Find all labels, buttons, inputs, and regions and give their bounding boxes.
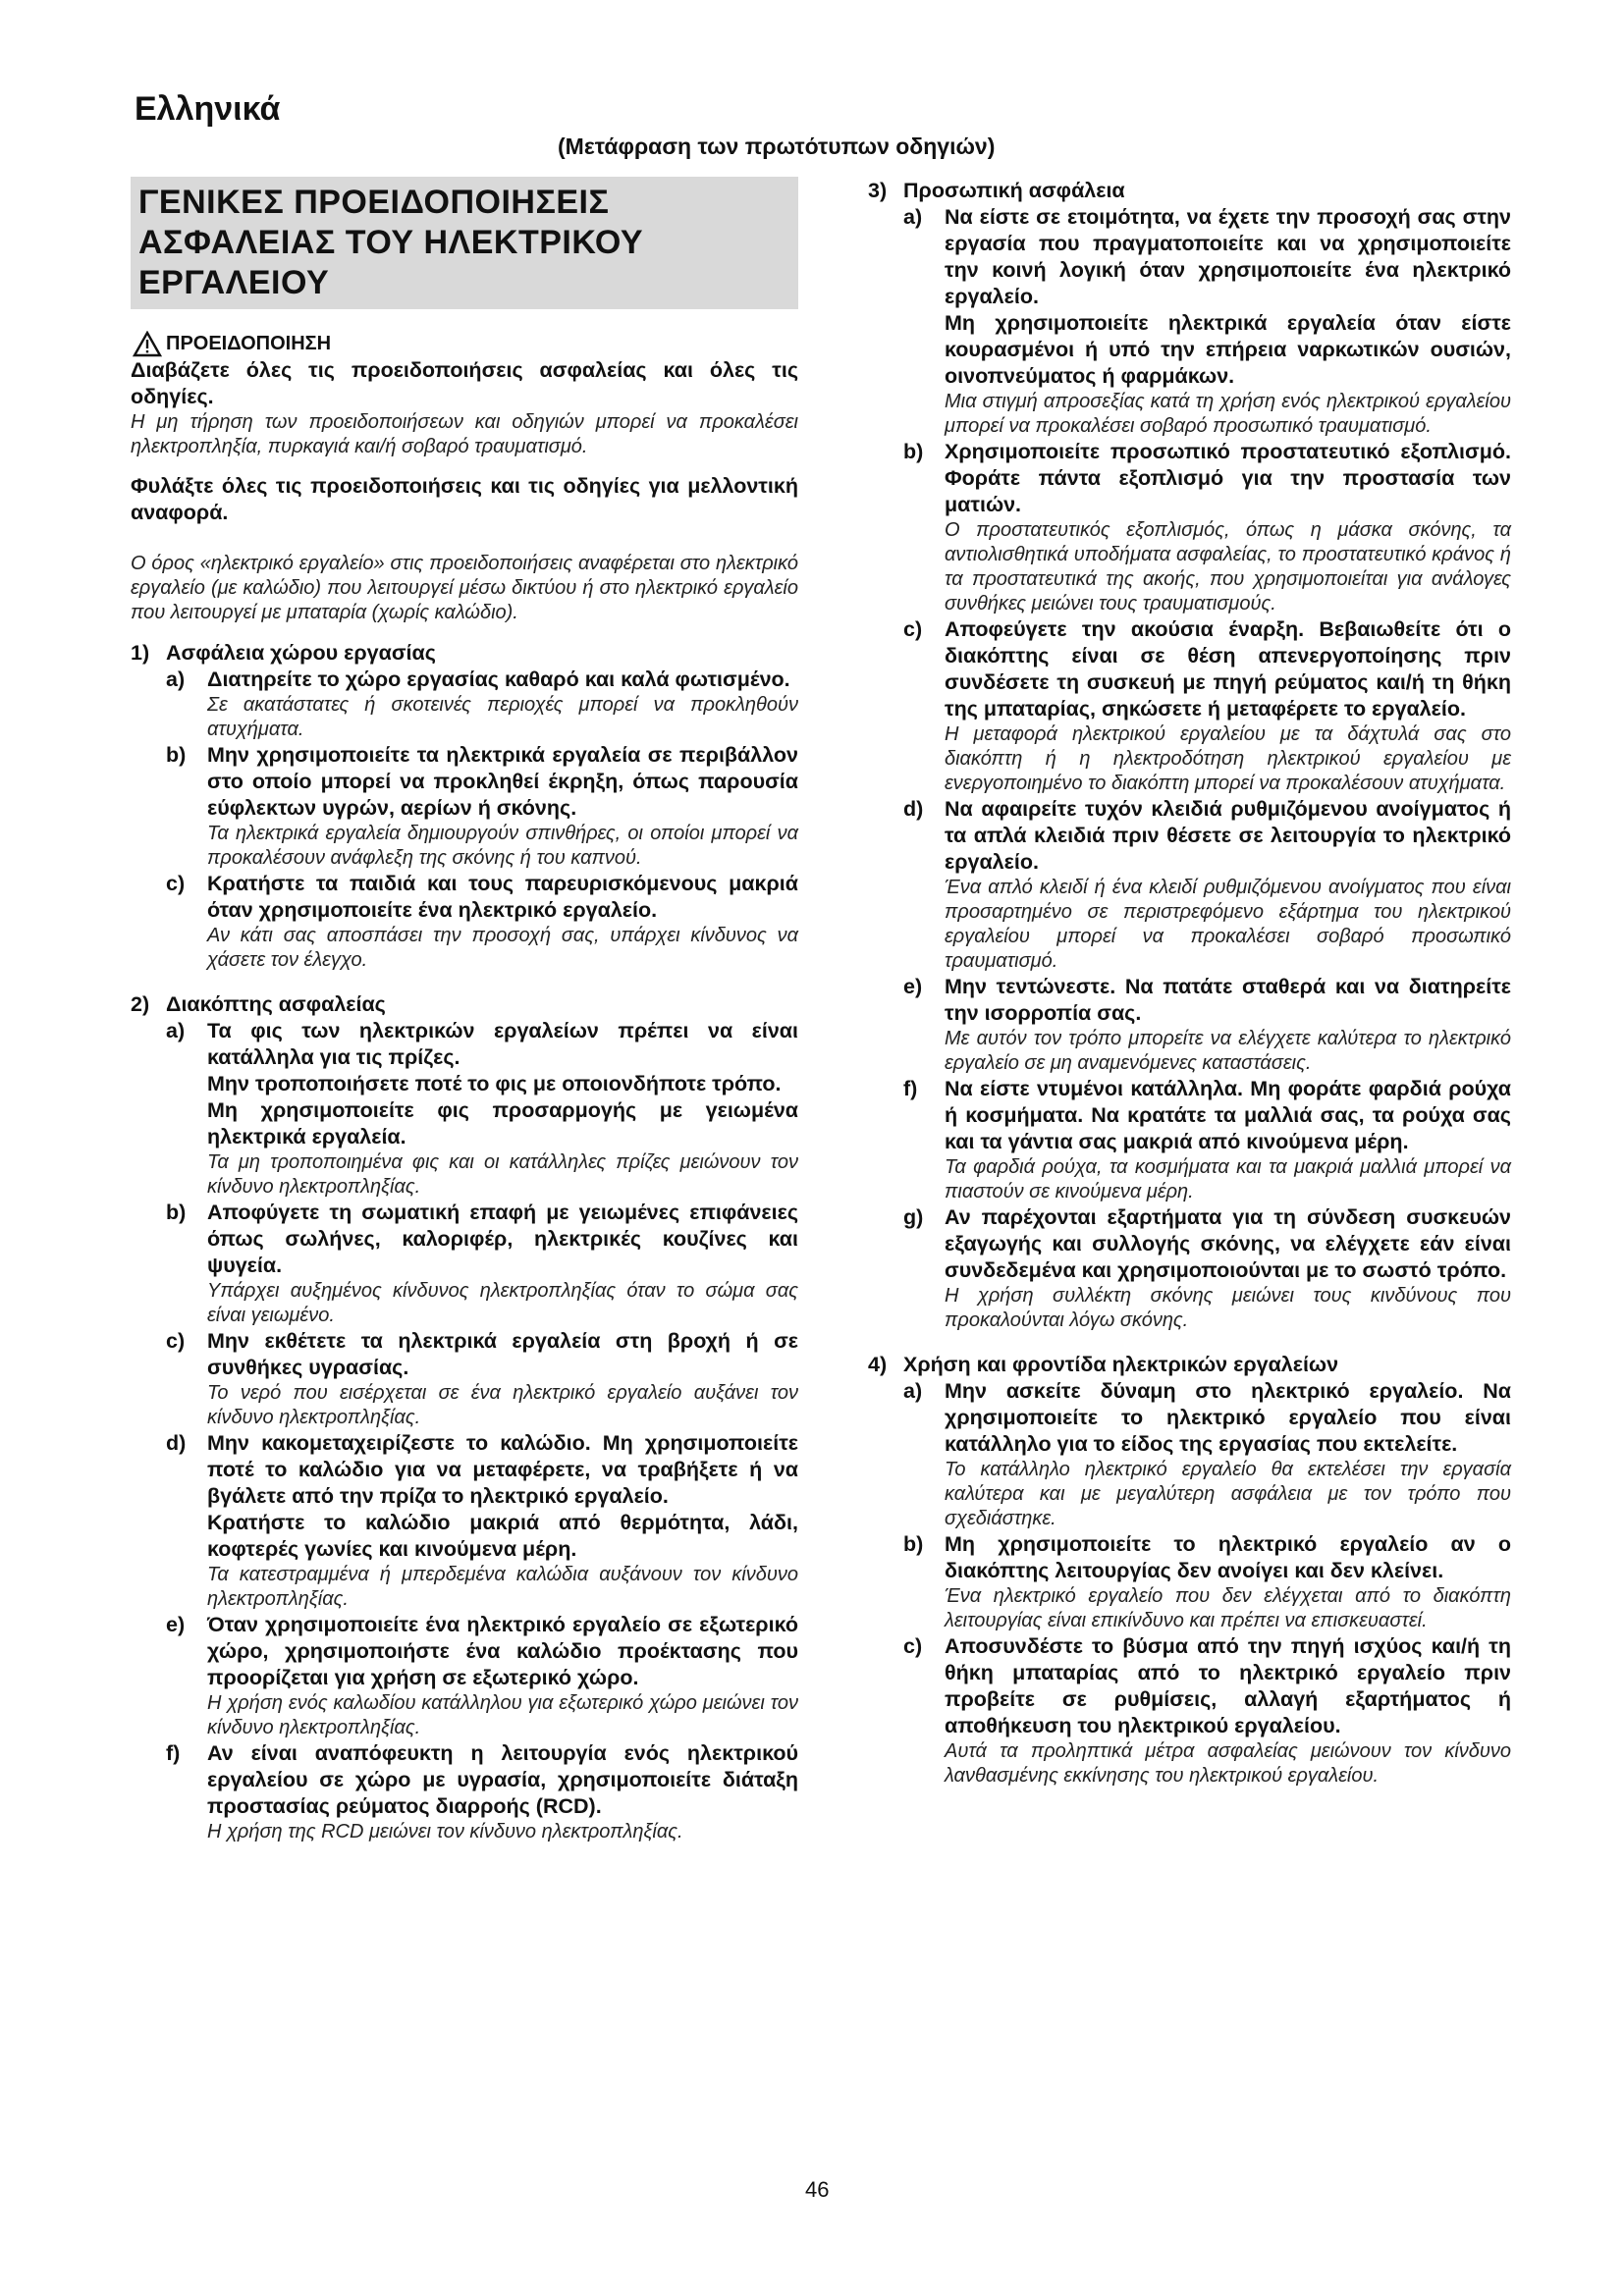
list-item: b) Μη χρησιμοποιείτε το ηλεκτρικό εργαλείο αν ο διακόπτης λειτουργίας δεν ανοίγει και δεν κλείνει. Ένα ηλεκτρικό εργαλείο που δεν ελέγχεται από το διακόπτη λειτουργίας είναι επικίνδυνο και πρέπει να επισκευαστεί. (903, 1532, 1511, 1631)
right-column (868, 177, 1511, 1789)
list-item: a) Να είστε σε ετοιμότητα, να έχετε την προσοχή σας στην εργασία που πραγματοποιείτε και να χρησιμοποιείτε την κοινή λογική όταν χρησιμοποιείτε ένα ηλεκτρικό εργαλείο. Μη χρησιμοποιείτε ηλεκτρικά εργαλεία όταν είστε κουρασμένοι ή υπό την επήρεια ναρκωτικών ουσιών, οινοπνεύματος ή φαρμάκων. Μια στιγμή απροσεξίας κατά τη χρήση ενός ηλεκτρικού εργαλείου μπορεί να προκαλέσει σοβαρό προσωπικό τραυματισμό. (903, 205, 1511, 437)
list-item: b) Αποφύγετε τη σωματική επαφή με γειωμένες επιφάνειες όπως σωλήνες, καλοριφέρ, ηλεκτρικές κουζίνες και ψυγεία. Υπάρχει αυξημένος κίνδυνος ηλεκτροπληξίας όταν το σώμα σας είναι γειωμένο. (166, 1201, 798, 1326)
list-item: d) Να αφαιρείτε τυχόν κλειδιά ρυθμιζόμενου ανοίγματος ή τα απλά κλειδιά πριν θέσετε σε λειτουργία το ηλεκτρικό εργαλείο. Ένα απλό κλειδί ή ένα κλειδί ρυθμιζόμενου ανοίγματος που είναι προσαρτημένο σε περιστρεφόμενο εξάρτημα του ηλεκτρικού εργαλείου μπορεί να προκαλέσει σοβαρό προσωπικό τραυματισμό. (903, 797, 1511, 972)
warning-label: ΠΡΟΕΙΔΟΠΟΙΗΣΗ (166, 333, 332, 354)
term-definition: Ο όρος «ηλεκτρικό εργαλείο» στις προειδοποιήσεις αναφέρεται στο ηλεκτρικό εργαλείο (με καλώδιο) που λειτουργεί μέσω δικτύου ή στο ηλεκτρικό εργαλείο που λειτουργεί με μπαταρία (χωρίς καλώδιο). (131, 553, 798, 623)
title-banner (131, 177, 798, 309)
warning-italic: Η μη τήρηση των προειδοποιήσεων και οδηγιών μπορεί να προκαλέσει ηλεκτροπληξία, πυρκαγιά και/ή σοβαρό τραυματισμό. (131, 411, 798, 457)
left-column (131, 177, 798, 1844)
list-item: c) Κρατήστε τα παιδιά και τους παρευρισκόμενους μακριά όταν χρησιμοποιείτε ένα ηλεκτρικό εργαλείο. Αν κάτι σας αποσπάσει την προσοχή σας, υπάρχει κίνδυνος να χάσετε τον έλεγχο. (166, 872, 798, 971)
list-item: a) Μην ασκείτε δύναμη στο ηλεκτρικό εργαλείο. Να χρησιμοποιείτε το ηλεκτρικό εργαλείο που είναι κατάλληλο για το είδος της εργασίας που εκτελείτε. Το κατάλληλο ηλεκτρικό εργαλείο θα εκτελέσει την εργασία καλύτερα και με μεγαλύτερη ασφάλεια με τον τρόπο που σχεδιάστηκε. (903, 1379, 1511, 1529)
list-item: e) Όταν χρησιμοποιείτε ένα ηλεκτρικό εργαλείο σε εξωτερικό χώρο, χρησιμοποιήστε ένα καλώδιο προέκτασης που προορίζεται για χρήση σε εξωτερικό χώρο. Η χρήση ενός καλωδίου κατάλληλου για εξωτερικό χώρο μειώνει τον κίνδυνο ηλεκτροπληξίας. (166, 1613, 798, 1738)
language-title: Ελληνικά (135, 90, 281, 128)
section-heading: 2) Διακόπτης ασφαλείας (131, 992, 386, 1016)
list-item: a) Τα φις των ηλεκτρικών εργαλείων πρέπει να είναι κατάλληλα για τις πρίζες. Μην τροποποιήσετε ποτέ το φις με οποιονδήποτε τρόπο. Μη χρησιμοποιείτε φις προσαρμογής με γειωμένα ηλεκτρικά εργαλεία. Τα μη τροποποιημένα φις και οι κατάλληλες πρίζες μειώνουν τον κίνδυνο ηλεκτροπληξίας. (166, 1019, 798, 1198)
list-item: f) Αν είναι αναπόφευκτη η λειτουργία ενός ηλεκτρικού εργαλείου σε χώρο με υγρασία, χρησιμοποιείτε διάταξη προστασίας ρεύματος διαρροής (RCD). Η χρήση της RCD μειώνει τον κίνδυνο ηλεκτροπληξίας. (166, 1741, 798, 1842)
list-item: g) Αν παρέχονται εξαρτήματα για τη σύνδεση συσκευών εξαγωγής και συλλογής σκόνης, να ελέγχετε εάν είναι συνδεδεμένα και χρησιμοποιούνται με το σωστό τρόπο. Η χρήση συλλέκτη σκόνης μειώνει τους κινδύνους που προκαλούνται λόγω σκόνης. (903, 1205, 1511, 1331)
list-item: d) Μην κακομεταχειρίζεστε το καλώδιο. Μη χρησιμοποιείτε ποτέ το καλώδιο για να μεταφέρετε, να τραβήξετε ή να βγάλετε από την πρίζα το ηλεκτρικό εργαλείο. Κρατήστε το καλώδιο μακριά από θερμότητα, λάδι, κοφτερές γωνίες και κινούμενα μέρη. Τα κατεστραμμένα ή μπερδεμένα καλώδια αυξάνουν τον κίνδυνο ηλεκτροπληξίας. (166, 1431, 798, 1610)
list-item: a) Διατηρείτε το χώρο εργασίας καθαρό και καλά φωτισμένο. Σε ακατάστατες ή σκοτεινές περιοχές μπορεί να προκληθούν ατυχήματα. (166, 667, 798, 740)
list-item: c) Μην εκθέτετε τα ηλεκτρικά εργαλεία στη βροχή ή σε συνθήκες υγρασίας. Το νερό που εισέρχεται σε ένα ηλεκτρικό εργαλείο αυξάνει τον κίνδυνο ηλεκτροπληξίας. (166, 1329, 798, 1428)
section-heading: 3) Προσωπική ασφάλεια (868, 179, 1125, 202)
page-number: 46 (805, 2177, 830, 2202)
section-heading: 1) Ασφάλεια χώρου εργασίας (131, 641, 436, 665)
subtitle: (Μετάφραση των πρωτότυπων οδηγιών) (558, 133, 996, 159)
list-item: b) Μην χρησιμοποιείτε τα ηλεκτρικά εργαλεία σε περιβάλλον στο οποίο μπορεί να προκληθεί έκρηξη, όπως παρουσία εύφλεκτων υγρών, αερίων ή σκόνης. Τα ηλεκτρικά εργαλεία δημιουργούν σπινθήρες, οι οποίοι μπορεί να προκαλέσουν ανάφλεξη της σκόνης ή του καπνού. (166, 743, 798, 869)
banner-title: ΓΕΝΙΚΕΣ ΠΡΟΕΙΔΟΠΟΙΗΣΕΙΣ ΑΣΦΑΛΕΙΑΣ ΤΟΥ ΗΛΕΚΤΡΙΚΟΥ ΕΡΓΑΛΕΙΟΥ (138, 184, 644, 301)
list-item: c) Αποφεύγετε την ακούσια έναρξη. Βεβαιωθείτε ότι ο διακόπτης είναι σε θέση απενεργοποίησης πριν συνδέσετε τη συσκευή με πηγή ρεύματος και/ή τη θήκη της μπαταρίας, σηκώσετε ή μεταφέρετε το εργαλείο. Η μεταφορά ηλεκτρικού εργαλείου με τα δάχτυλά σας στο διακόπτη ή η ηλεκτροδότηση ηλεκτρικού εργαλείου με ενεργοποιημένο το διακόπτη μπορεί να προκαλέσουν ατυχήματα. (903, 617, 1511, 794)
warning-heading (133, 331, 798, 357)
list-item: b) Χρησιμοποιείτε προσωπικό προστατευτικό εξοπλισμό. Φοράτε πάντα εξοπλισμό για την προστασία των ματιών. Ο προστατευτικός εξοπλισμός, όπως η μάσκα σκόνης, τα αντιολισθητικά υποδήματα ασφαλείας, το προστατευτικό κράνος ή τα προστατευτικά της ακοής, που χρησιμοποιείται για ανάλογες συνθήκες μειώνει τους τραυματισμούς. (903, 440, 1511, 614)
list-item: f) Να είστε ντυμένοι κατάλληλα. Μη φοράτε φαρδιά ρούχα ή κοσμήματα. Να κρατάτε τα μαλλιά σας, τα ρούχα σας και τα γάντια σας μακριά από κινούμενα μέρη. Τα φαρδιά ρούχα, τα κοσμήματα και τα μακριά μαλλιά μπορεί να πιαστούν σε κινούμενα μέρη. (903, 1077, 1511, 1202)
list-item: c) Αποσυνδέστε το βύσμα από την πηγή ισχύος και/ή τη θήκη μπαταρίας από το ηλεκτρικό εργαλείο πριν προβείτε σε ρυθμίσεις, αλλαγή εξαρτήματος ή αποθήκευση του ηλεκτρικού εργαλείου. Αυτά τα προληπτικά μέτρα ασφαλείας μειώνουν τον κίνδυνο λανθασμένης εκκίνησης του ηλεκτρικού εργαλείου. (903, 1634, 1511, 1787)
list-item: e) Μην τεντώνεστε. Να πατάτε σταθερά και να διατηρείτε την ισορροπία σας. Με αυτόν τον τρόπο μπορείτε να ελέγχετε καλύτερα το ηλεκτρικό εργαλείο σε μη αναμενόμενες καταστάσεις. (903, 975, 1511, 1074)
section-heading: 4) Χρήση και φροντίδα ηλεκτρικών εργαλείων (868, 1353, 1339, 1376)
warning-bold: Διαβάζετε όλες τις προειδοποιήσεις ασφαλείας και όλες τις οδηγίες. (131, 358, 798, 408)
keep-instructions: Φυλάξτε όλες τις προειδοποιήσεις και τις οδηγίες για μελλοντική αναφορά. (131, 474, 798, 524)
warning-triangle-icon (133, 331, 162, 357)
